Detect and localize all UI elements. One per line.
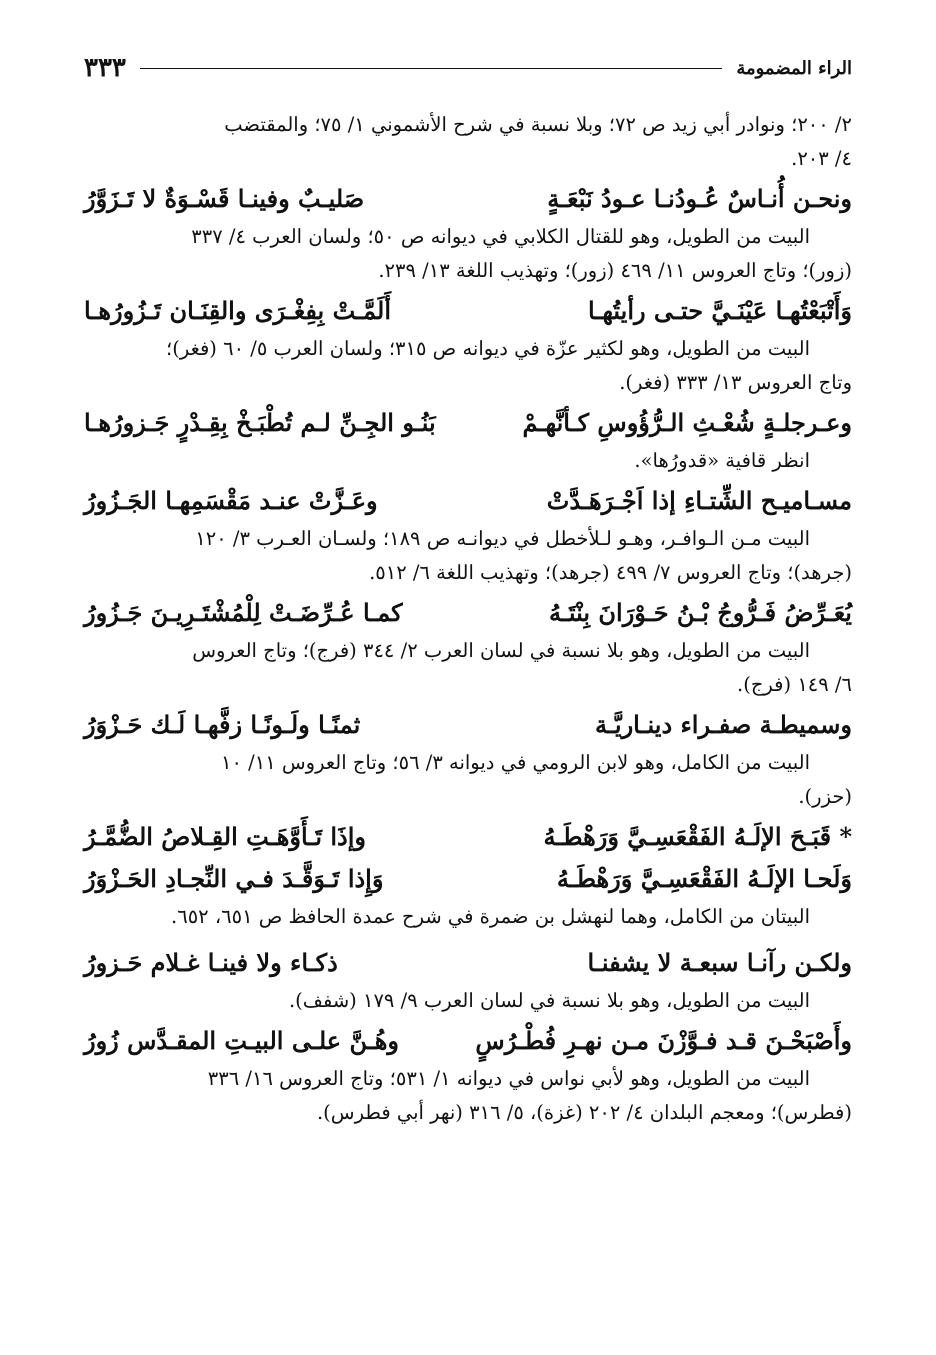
verse-second-hemistich: وعَـزَّتْ عنـد مَقْسَمِهـا الجَـزُورُ (84, 486, 378, 515)
verse-first-hemistich: ونحـن أُنـاسٌ عُـودُنـا عـودُ نَبْعَـةٍ (547, 184, 852, 213)
verse-line (84, 404, 852, 442)
verse-line (84, 818, 852, 856)
verse-second-hemistich: وَإِذا تَـوَقَّـدَ فـي النِّجـادِ الحَـزْوَرُ (84, 864, 384, 893)
page-number: ٣٣٣ (84, 53, 126, 83)
verse-line (84, 180, 852, 218)
note-line: ٦/ ١٤٩ (فرج). (737, 673, 852, 696)
note-line: البيت من الكامل، وهو لابن الرومي في ديوانه ٣/ ٥٦؛ وتاج العروس ١١/ ١٠ (220, 751, 810, 774)
verse-second-hemistich: ذكـاء ولا فينـا غـلام حَـزورُ (84, 948, 338, 977)
running-title: الراء المضمومة (736, 57, 852, 79)
page-header (84, 50, 852, 86)
note-line: انظر قافية «قدورُها». (634, 449, 810, 472)
spacer (84, 934, 852, 940)
verse-first-hemistich: وَأَتْبَعْتُهـا عَيْنَـيَّ حتـى رأيتُهـا (587, 296, 852, 325)
verse-second-hemistich: بَنُـو الجِـنِّ لـم تُطْبَـخْ بِقِـدْرٍ جَـزورُهـا (84, 408, 436, 437)
verse-first-hemistich: ولكـن رآنـا سبعـة لا يشفنـا (587, 948, 852, 977)
verse-second-hemistich: صَليـبٌ وفينـا قَسْـوَةٌ لا تَـزَوَّرُ (84, 184, 365, 213)
note-line: وتاج العروس ١٣/ ٣٣٣ (فغر). (619, 371, 852, 394)
verse-second-hemistich: ثمنًـا ولَـونًـا زفَّهـا لَـك حَـزْوَرُ (84, 710, 361, 739)
verse-line (84, 594, 852, 632)
verse-first-hemistich: وَلَحـا الإلَـهُ الفَقْعَسِـيَّ وَرَهْطَـهُ (556, 864, 852, 893)
note-line: (فطرس)؛ ومعجم البلدان ٤/ ٢٠٢ (غزة)، ٥/ ٣١٦ (نهر أبي فطرس). (316, 1101, 852, 1124)
verse-line (84, 482, 852, 520)
verse-line (84, 1022, 852, 1060)
verse-line (84, 292, 852, 330)
note-line: البيت من الطويل، وهو لأبي نواس في ديوانه ١/ ٥٣١؛ وتاج العروس ١٦/ ٣٣٦ (207, 1067, 810, 1090)
note-line: (زور)؛ وتاج العروس ١١/ ٤٦٩ (زور)؛ وتهذيب اللغة ١٣/ ٢٣٩. (378, 259, 852, 282)
verse-first-hemistich: يُعَـرِّضُ فَـرُّوجُ بْـنُ حَـوْرَانَ بِنْتَـهُ (549, 598, 852, 627)
verse-line (84, 706, 852, 744)
note-line: (حزر). (798, 785, 852, 808)
note-line: (جرهد)؛ وتاج العروس ٧/ ٤٩٩ (جرهد)؛ وتهذيب اللغة ٦/ ٥١٢. (369, 561, 852, 584)
verse-second-hemistich: وهُـنَّ علـى البيـتِ المقـدَّس زُورُ (84, 1026, 400, 1055)
verse-first-hemistich: * قَبَـحَ الإلَـهُ الفَقْعَسِـيَّ وَرَهْطَـهُ (543, 822, 852, 851)
verse-first-hemistich: مسـاميـح الشِّتـاءِ إذا اَجْـرَهَـدَّتْ (546, 486, 852, 515)
note-line: ٤/ ٢٠٣. (791, 147, 852, 170)
verse-first-hemistich: وأَصْبَحْـنَ قـد فـوَّزْنَ مـن نهـرِ فُطْـرُسٍ (475, 1026, 852, 1055)
page-content (84, 108, 852, 1130)
note-line: ٢/ ٢٠٠؛ ونوادر أبي زيد ص ٧٢؛ وبلا نسبة في شرح الأشموني ١/ ٧٥؛ والمقتضب (224, 113, 852, 136)
note-line: البيتان من الكامل، وهما لنهشل بن ضمرة في شرح عمدة الحافظ ص ٦٥١، ٦٥٢. (171, 905, 810, 928)
note-line: البيت من الطويل، وهو للقتال الكلابي في ديوانه ص ٥٠؛ ولسان العرب ٤/ ٣٣٧ (191, 225, 810, 248)
verse-line (84, 944, 852, 982)
note-line: البيت من الطويل، وهو بلا نسبة في لسان العرب ٩/ ١٧٩ (شفف). (288, 989, 810, 1012)
verse-second-hemistich: وإذَا تَـأَوَّهَـتِ القِـلاصُ الضُّمَّـرُ (84, 822, 366, 851)
verse-first-hemistich: وعـرجلـةٍ شُعْـثِ الـرُّؤُوسِ كـأنَّهـمْ (522, 408, 852, 437)
verse-second-hemistich: أَلَمَّـتْ بِفِغْـرَى والقِنَـان تَـزُورُهـا (84, 296, 392, 325)
note-line: البيت مـن الـوافـر، وهـو لـلأخطل في ديوانـه ص ١٨٩؛ ولسـان العـرب ٣/ ١٢٠ (195, 527, 810, 550)
verse-line (84, 860, 852, 898)
note-line: البيت من الطويل، وهو بلا نسبة في لسان العرب ٢/ ٣٤٤ (فرج)؛ وتاج العروس (192, 639, 810, 662)
verse-second-hemistich: كمـا عُـرِّضَـتْ لِلْمُشْتَـرِيـنَ جَـزُورُ (84, 598, 403, 627)
verse-first-hemistich: وسميطـة صفـراء دينـاريَّـة (595, 710, 852, 739)
note-line: البيت من الطويل، وهو لكثير عزّة في ديوانه ص ٣١٥؛ ولسان العرب ٥/ ٦٠ (فغر)؛ (166, 337, 810, 360)
header-rule (140, 68, 722, 69)
